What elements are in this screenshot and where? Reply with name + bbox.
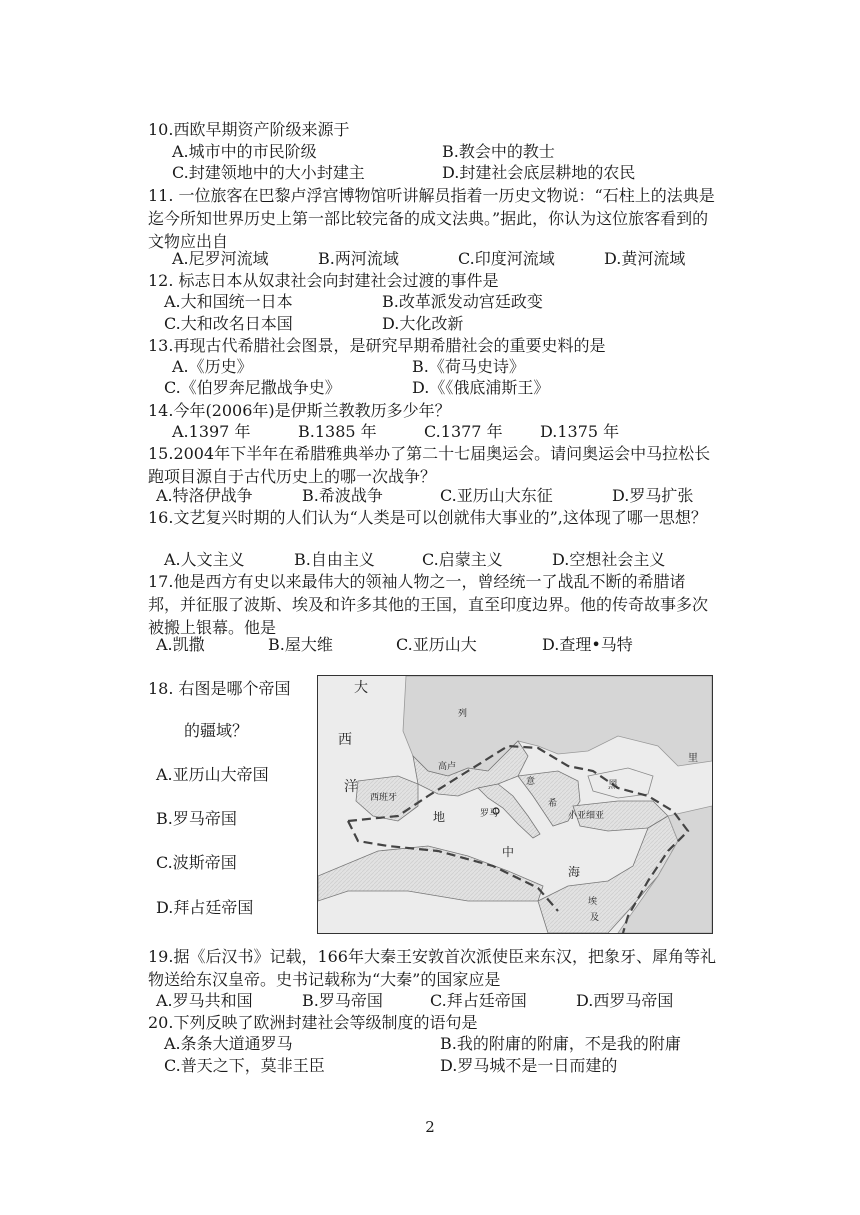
q19-option-d: D.西罗马帝国 bbox=[576, 991, 674, 1010]
question-18-stem: 18. 右图是哪个帝国 bbox=[148, 679, 291, 698]
q11-option-a: A.尼罗河流域 bbox=[172, 249, 269, 268]
question-10-stem: 10.西欧早期资产阶级来源于 bbox=[148, 120, 350, 139]
map-label-asia-minor: 小亚细亚 bbox=[568, 811, 605, 821]
q19-option-b: B.罗马帝国 bbox=[302, 991, 383, 1010]
page-number: 2 bbox=[425, 1118, 435, 1136]
question-11-stem: 11. 一位旅客在巴黎卢浮宫博物馆听讲解员指着一历史文物说：“石柱上的法典是迄今所知世界历史上第一部比较完备的成文法典。”据此，你认为这位旅客看到的文物应出自 bbox=[148, 186, 715, 251]
q17-option-c: C.亚历山大 bbox=[396, 635, 477, 654]
q19-option-a: A.罗马共和国 bbox=[156, 991, 253, 1010]
q14-option-c: C.1377 年 bbox=[424, 422, 503, 441]
map-label-zhong: 中 bbox=[502, 845, 515, 859]
map-label-di: 地 bbox=[433, 810, 446, 824]
q12-option-a: A.大和国统一日本 bbox=[164, 292, 293, 311]
q10-option-a: A.城市中的市民阶级 bbox=[172, 142, 317, 161]
q18-option-d: D.拜占廷帝国 bbox=[156, 898, 254, 917]
q16-option-a: A.人文主义 bbox=[164, 550, 245, 569]
question-14-stem: 14.今年(2006年)是伊斯兰教教历多少年？ bbox=[148, 401, 451, 420]
q13-option-c: C.《伯罗奔尼撒战争史》 bbox=[164, 378, 341, 397]
q11-option-d: D.黄河流域 bbox=[604, 249, 686, 268]
map-label-ji: 及 bbox=[590, 913, 600, 923]
q12-option-b: B.改革派发动宫廷政变 bbox=[382, 292, 543, 311]
map-label-xila: 希 bbox=[548, 799, 558, 809]
q10-option-d: D.封建社会底层耕地的农民 bbox=[442, 163, 636, 182]
q13-option-d: D.《《俄底浦斯王》 bbox=[412, 378, 550, 397]
q17-option-d: D.查理•马特 bbox=[542, 635, 633, 654]
q11-option-b: B.两河流域 bbox=[318, 249, 399, 268]
q11-option-c: C.印度河流域 bbox=[458, 249, 555, 268]
q15-option-b: B.希波战争 bbox=[302, 486, 383, 505]
q12-option-c: C.大和改名日本国 bbox=[164, 314, 293, 333]
q15-option-d: D.罗马扩张 bbox=[612, 486, 694, 505]
q16-option-b: B.自由主义 bbox=[294, 550, 375, 569]
q13-option-a: A.《历史》 bbox=[172, 357, 253, 376]
q10-option-c: C.封建领地中的大小封建主 bbox=[172, 163, 365, 182]
q17-option-a: A.凯撒 bbox=[156, 635, 205, 654]
map-label-xi: 西 bbox=[338, 732, 352, 748]
q17-option-b: B.屋大维 bbox=[268, 635, 333, 654]
map-label-yang: 洋 bbox=[344, 779, 358, 795]
q14-option-a: A.1397 年 bbox=[172, 422, 251, 441]
question-17-stem: 17.他是西方有史以来最伟大的领袖人物之一，曾经统一了战乱不断的希腊诸邦，并征服了波斯、埃及和许多其他的王国，直至印度边界。他的传奇故事多次被搬上银幕。他是 bbox=[148, 572, 709, 637]
q14-option-d: D.1375 年 bbox=[540, 422, 620, 441]
q20-option-c: C.普天之下，莫非王臣 bbox=[164, 1056, 325, 1075]
q16-option-c: C.启蒙主义 bbox=[422, 550, 503, 569]
map-label-li: 里 bbox=[688, 753, 698, 764]
map-label-ai: 埃 bbox=[588, 897, 598, 907]
map-label-hei: 黑 bbox=[608, 780, 618, 791]
q16-option-d: D.空想社会主义 bbox=[552, 550, 666, 569]
map-label-hai: 海 bbox=[568, 865, 581, 879]
question-16-stem: 16.文艺复兴时期的人们认为“人类是可以创就伟大事业的”,这体现了哪一思想？ bbox=[148, 508, 707, 527]
empire-map-svg bbox=[318, 676, 712, 933]
question-19-stem: 19.据《后汉书》记载，166年大秦王安敦首次派使臣来东汉，把象牙、犀角等礼物送给东汉皇帝。史书记载称为“大秦”的国家应是 bbox=[148, 947, 716, 989]
question-13-stem: 13.再现古代希腊社会图景，是研究早期希腊社会的重要史料的是 bbox=[148, 336, 606, 355]
q18-option-a: A.亚历山大帝国 bbox=[156, 765, 269, 784]
q10-option-b: B.教会中的教士 bbox=[442, 142, 555, 161]
q19-option-c: C.拜占廷帝国 bbox=[430, 991, 527, 1010]
q15-option-c: C.亚历山大东征 bbox=[440, 486, 553, 505]
question-12-stem: 12. 标志日本从奴隶社会向封建社会过渡的事件是 bbox=[148, 271, 499, 290]
q15-option-a: A.特洛伊战争 bbox=[156, 486, 253, 505]
question-18-stem-cont: 的疆域？ bbox=[184, 721, 249, 740]
map-label-yi: 意 bbox=[526, 777, 536, 787]
map-label-rome: 罗马 bbox=[480, 809, 499, 819]
q14-option-b: B.1385 年 bbox=[298, 422, 377, 441]
map-label-da: 大 bbox=[354, 680, 368, 696]
map-label-lie: 列 bbox=[458, 709, 468, 719]
q18-option-c: C.波斯帝国 bbox=[156, 853, 237, 872]
empire-map bbox=[317, 675, 713, 934]
q20-option-d: D.罗马城不是一日而建的 bbox=[440, 1056, 618, 1075]
q13-option-b: B.《荷马史诗》 bbox=[412, 357, 525, 376]
map-label-gaul: 高卢 bbox=[438, 762, 457, 772]
q20-option-a: A.条条大道通罗马 bbox=[164, 1034, 293, 1053]
q12-option-d: D.大化改新 bbox=[382, 314, 464, 333]
q20-option-b: B.我的附庸的附庸，不是我的附庸 bbox=[440, 1034, 681, 1053]
question-15-stem: 15.2004年下半年在希腊雅典举办了第二十七届奥运会。请问奥运会中马拉松长跑项目源自于古代历史上的哪一次战争？ bbox=[148, 444, 711, 486]
q18-option-b: B.罗马帝国 bbox=[156, 809, 237, 828]
question-20-stem: 20.下列反映了欧洲封建社会等级制度的语句是 bbox=[148, 1013, 478, 1032]
map-label-spain: 西班牙 bbox=[370, 793, 398, 803]
